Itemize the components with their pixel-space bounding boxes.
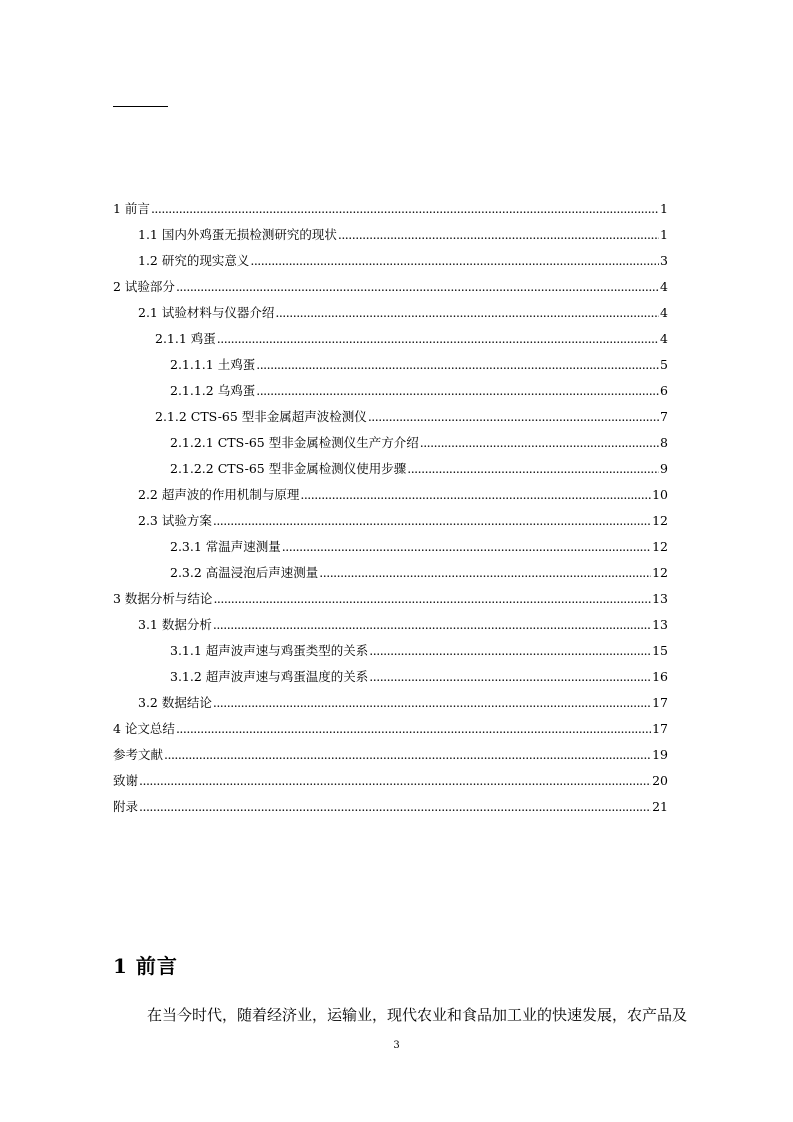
toc-entry-page: 16	[652, 669, 668, 684]
toc-entry-page: 15	[652, 643, 668, 658]
toc-entry[interactable]	[113, 456, 668, 482]
toc-entry-label: 3.2 数据结论	[138, 695, 212, 710]
toc-entry-label: 2.3 试验方案	[138, 513, 212, 528]
toc-entry-page: 21	[652, 799, 668, 814]
toc-entry[interactable]	[113, 430, 668, 456]
toc-entry-label: 3.1 数据分析	[138, 617, 212, 632]
toc-entry-label: 3.1.1 超声波声速与鸡蛋类型的关系	[170, 643, 369, 658]
toc-entry-label: 1 前言	[113, 201, 150, 216]
toc-entry-label: 2.1 试验材料与仪器介绍	[138, 305, 275, 320]
toc-entry-label: 2 试验部分	[113, 279, 175, 294]
toc-entry[interactable]	[113, 222, 668, 248]
toc-leader-dots	[139, 794, 651, 820]
toc-leader-dots	[164, 742, 651, 768]
toc-leader-dots	[213, 612, 651, 638]
toc-entry-page: 6	[660, 383, 668, 398]
toc-leader-dots	[407, 456, 659, 482]
toc-entry[interactable]	[113, 326, 668, 352]
toc-entry-label: 3 数据分析与结论	[113, 591, 213, 606]
toc-entry[interactable]	[113, 352, 668, 378]
toc-entry-label: 2.1.1.2 乌鸡蛋	[170, 383, 256, 398]
toc-entry-page: 7	[660, 409, 668, 424]
toc-entry-page: 10	[652, 487, 668, 502]
toc-entry-page: 12	[652, 539, 668, 554]
toc-entry-label: 2.2 超声波的作用机制与原理	[138, 487, 300, 502]
toc-entry-page: 1	[660, 201, 668, 216]
toc-entry[interactable]	[113, 482, 668, 508]
toc-leader-dots	[275, 300, 659, 326]
toc-entry-label: 2.1.2.2 CTS-65 型非金属检测仪使用步骤	[170, 461, 407, 476]
toc-entry-label: 1.1 国内外鸡蛋无损检测研究的现状	[138, 227, 337, 242]
toc-entry[interactable]	[113, 300, 668, 326]
toc-leader-dots	[213, 508, 651, 534]
toc-entry-page: 13	[652, 617, 668, 632]
toc-entry-label: 2.3.1 常温声速测量	[170, 539, 281, 554]
toc-entry-page: 4	[660, 305, 668, 320]
toc-leader-dots	[282, 534, 651, 560]
toc-entry[interactable]	[113, 742, 668, 768]
toc-entry-page: 9	[660, 461, 668, 476]
toc-entry[interactable]	[113, 560, 668, 586]
section-heading: 1 前言	[113, 954, 178, 978]
toc-leader-dots	[420, 430, 659, 456]
body-paragraph: 在当今时代，随着经济业，运输业，现代农业和食品加工业的快速发展，农产品及	[147, 1006, 688, 1024]
toc-entry-label: 2.1.1 鸡蛋	[155, 331, 216, 346]
toc-leader-dots	[256, 352, 659, 378]
toc-entry-label: 4 论文总结	[113, 721, 175, 736]
toc-entry-label: 2.1.2.1 CTS-65 型非金属检测仪生产方介绍	[170, 435, 419, 450]
toc-entry[interactable]	[113, 586, 668, 612]
page-number: 3	[393, 1040, 400, 1051]
toc-entry-page: 5	[660, 357, 668, 372]
toc-leader-dots	[139, 768, 651, 794]
toc-entry[interactable]	[113, 768, 668, 794]
toc-entry[interactable]	[113, 716, 668, 742]
toc-entry[interactable]	[113, 378, 668, 404]
toc-entry-label: 附录	[113, 799, 139, 814]
toc-entry-page: 3	[660, 253, 668, 268]
toc-entry-label: 致谢	[113, 773, 139, 788]
toc-entry-page: 4	[660, 279, 668, 294]
toc-leader-dots	[300, 482, 651, 508]
toc-entry-page: 4	[660, 331, 668, 346]
toc-leader-dots	[176, 274, 659, 300]
toc-entry-label: 参考文献	[113, 747, 164, 762]
toc-leader-dots	[338, 222, 659, 248]
toc-leader-dots	[151, 196, 659, 222]
toc-entry-label: 2.1.1.1 土鸡蛋	[170, 357, 256, 372]
toc-entry[interactable]	[113, 690, 668, 716]
toc-entry-label: 1.2 研究的现实意义	[138, 253, 250, 268]
table-of-contents	[113, 196, 668, 820]
toc-entry-page: 20	[652, 773, 668, 788]
toc-entry[interactable]	[113, 534, 668, 560]
toc-entry[interactable]	[113, 404, 668, 430]
toc-entry-page: 1	[660, 227, 668, 242]
toc-entry[interactable]	[113, 508, 668, 534]
toc-entry[interactable]	[113, 638, 668, 664]
toc-entry-page: 12	[652, 513, 668, 528]
top-rule	[113, 106, 168, 107]
toc-leader-dots	[217, 326, 659, 352]
toc-entry-page: 17	[652, 721, 668, 736]
toc-leader-dots	[369, 664, 651, 690]
toc-entry[interactable]	[113, 664, 668, 690]
toc-entry-page: 8	[660, 435, 668, 450]
toc-entry[interactable]	[113, 196, 668, 222]
toc-leader-dots	[369, 638, 651, 664]
toc-entry[interactable]	[113, 794, 668, 820]
toc-leader-dots	[213, 586, 651, 612]
toc-entry[interactable]	[113, 248, 668, 274]
toc-entry-label: 2.1.2 CTS-65 型非金属超声波检测仪	[155, 409, 367, 424]
toc-entry-label: 3.1.2 超声波声速与鸡蛋温度的关系	[170, 669, 369, 684]
toc-entry[interactable]	[113, 274, 668, 300]
toc-leader-dots	[256, 378, 659, 404]
toc-entry-page: 12	[652, 565, 668, 580]
toc-leader-dots	[213, 690, 651, 716]
toc-leader-dots	[250, 248, 659, 274]
toc-entry-page: 13	[652, 591, 668, 606]
toc-leader-dots	[176, 716, 651, 742]
toc-leader-dots	[319, 560, 651, 586]
toc-entry-page: 17	[652, 695, 668, 710]
toc-entry[interactable]	[113, 612, 668, 638]
toc-leader-dots	[368, 404, 659, 430]
toc-entry-label: 2.3.2 高温浸泡后声速测量	[170, 565, 319, 580]
toc-entry-page: 19	[652, 747, 668, 762]
